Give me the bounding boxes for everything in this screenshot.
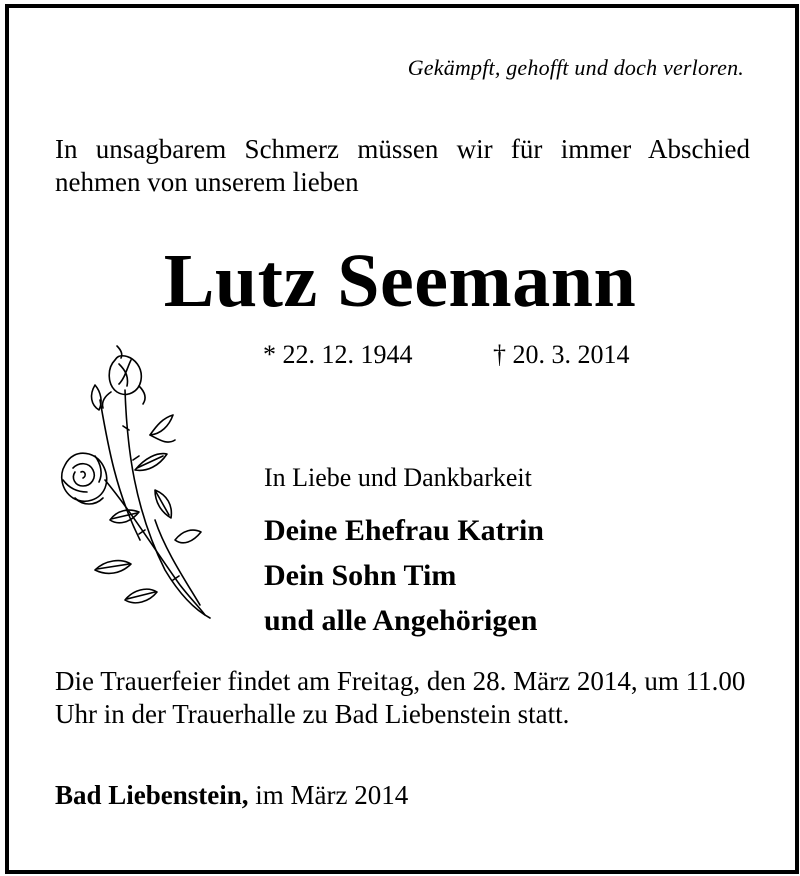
place-date: im März 2014: [255, 780, 409, 810]
signer-relatives: und alle Angehörigen: [264, 604, 538, 637]
place-city: Bad Liebenstein,: [55, 780, 249, 810]
signer-wife: Deine Ehefrau Katrin: [264, 514, 544, 547]
signers-list: [264, 508, 544, 643]
birth-date: * 22. 12. 1944: [263, 340, 413, 369]
signer-son: Dein Sohn Tim: [264, 559, 457, 592]
death-date: † 20. 3. 2014: [493, 340, 630, 369]
thanks-line: In Liebe und Dankbarkeit: [264, 463, 532, 492]
place-date-line: [55, 780, 408, 811]
intro-text: In unsagbarem Schmerz müssen wir für immer Abschied nehmen von unserem lieben: [55, 134, 750, 197]
motto-quote: Gekämpft, gehofft und doch verloren.: [407, 55, 744, 80]
rose-drawing-icon: [55, 340, 220, 625]
funeral-notice: Die Trauerfeier findet am Freitag, den 28. März 2014, um 11.00 Uhr in der Trauerhalle zu Bad Liebenstein statt.: [55, 666, 746, 729]
deceased-name: Lutz Seemann: [163, 239, 637, 323]
